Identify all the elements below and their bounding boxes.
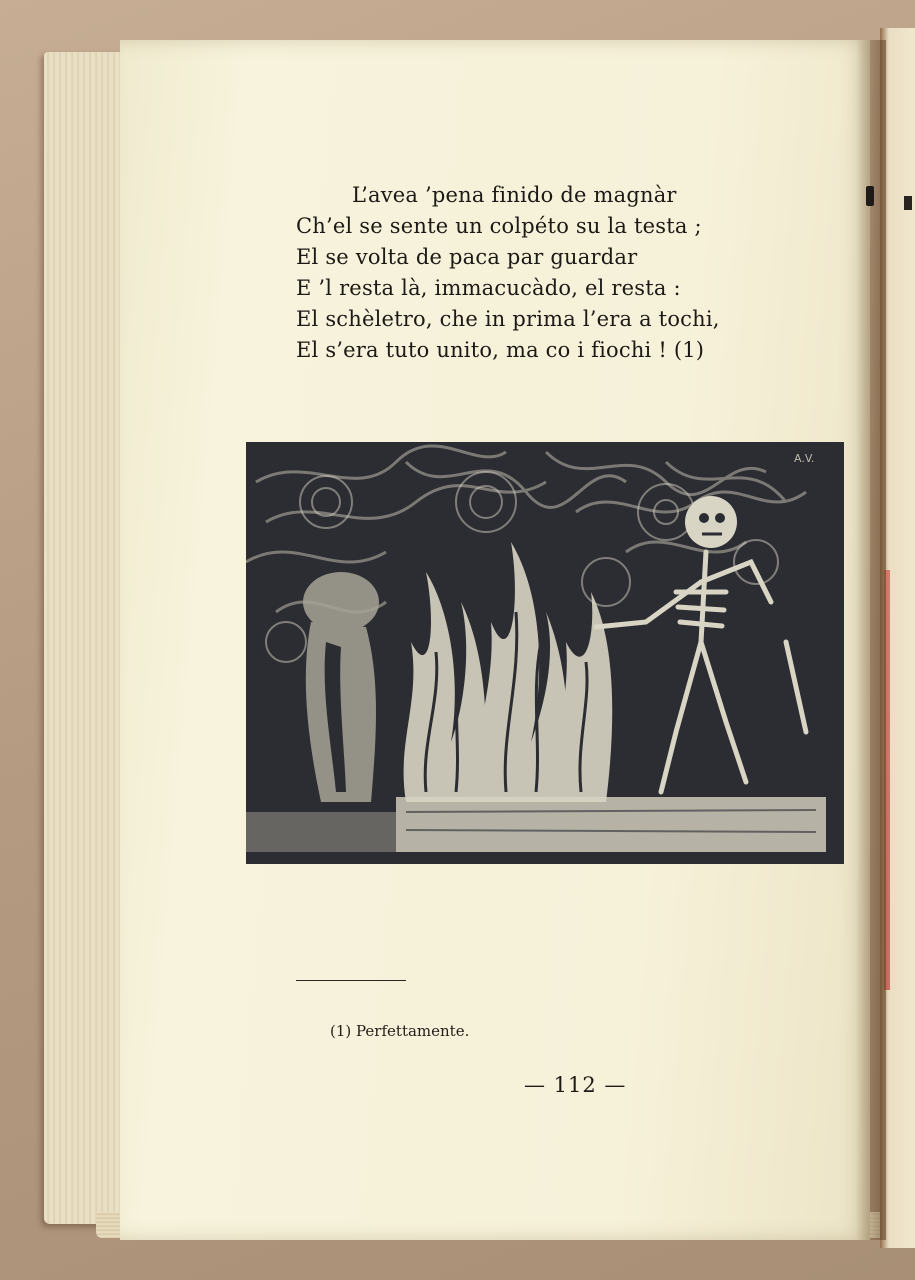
poem-line: Ch’el se sente un colpéto su la testa ; [296, 214, 702, 238]
poem-line: L’avea ’pena finido de magnàr [352, 183, 677, 207]
woodcut-illustration [246, 442, 844, 864]
poem-line: E ’l resta là, immacucàdo, el resta : [296, 276, 681, 300]
poem-stanza [296, 180, 720, 366]
footnote-rule [296, 980, 406, 981]
poem-line: El s’era tuto unito, ma co i fiochi ! (1) [296, 338, 705, 362]
facing-page-ink-mark [904, 196, 912, 210]
spine-shadow [856, 40, 886, 1240]
poem-line: El se volta de paca par guardar [296, 245, 638, 269]
woodcut-monogram: A.V. [794, 452, 815, 465]
gutter-ink-mark [866, 186, 874, 206]
poem-line: El schèletro, che in prima l’era a tochi, [296, 307, 720, 331]
page-number: — 112 — [524, 1073, 627, 1097]
footnote: (1) Perfettamente. [330, 1022, 470, 1040]
